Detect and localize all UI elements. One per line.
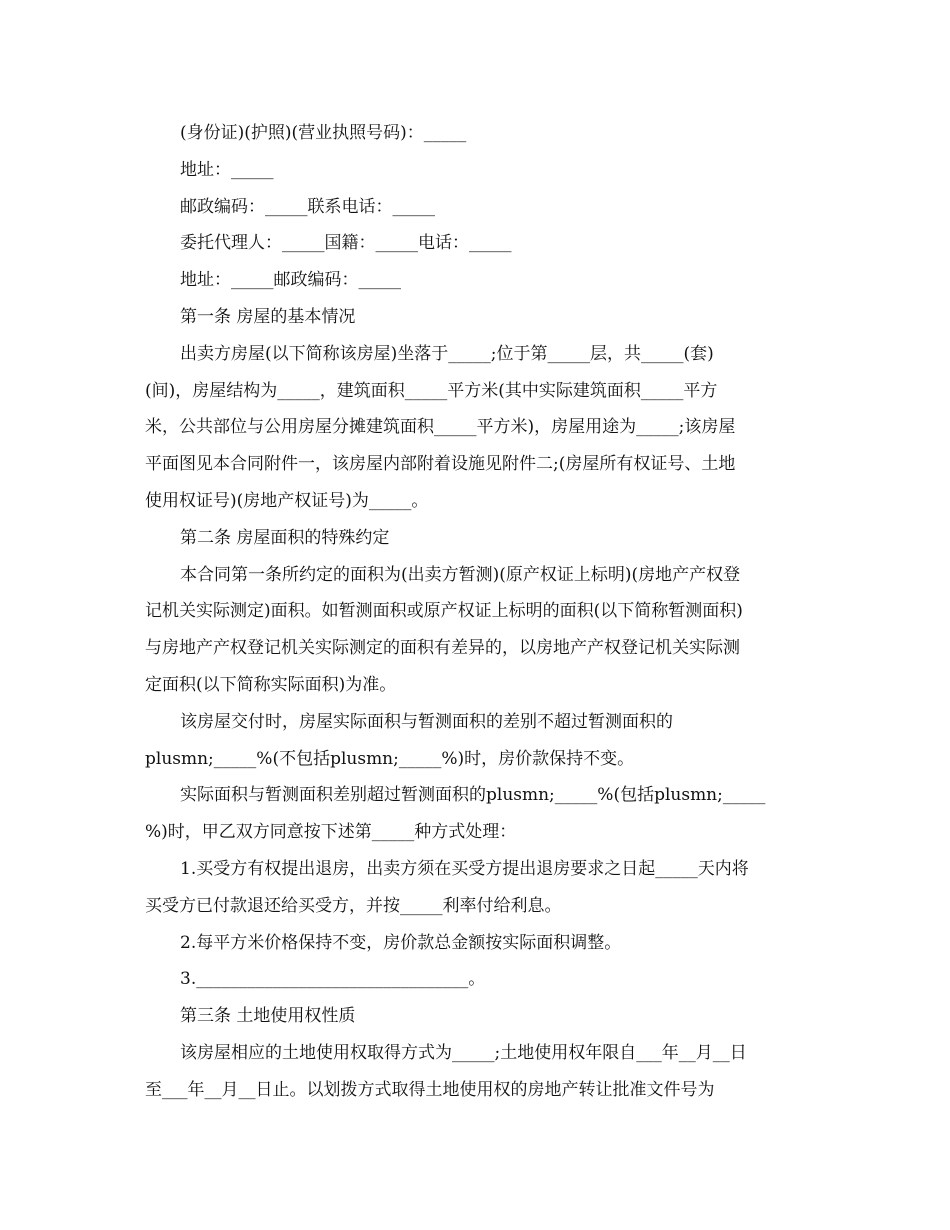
article-2-paragraph-line: 记机关实际测定)面积。如暂测面积或原产权证上标明的面积(以下简称暂测面积)	[145, 601, 743, 622]
agent-line: 委托代理人：_____国籍：_____电话：_____	[180, 233, 512, 254]
article-2-paragraph-line: 与房地产产权登记机关实际测定的面积有差异的，以房地产产权登记机关实际测	[145, 638, 740, 659]
tolerance-paragraph-line: plusmn;_____%(不包括plusmn;_____%)时，房价款保持不变。	[145, 748, 635, 769]
option-2-line: 2.每平方米价格保持不变，房价款总金额按实际面积调整。	[180, 932, 622, 953]
tolerance-paragraph-line: 该房屋交付时，房屋实际面积与暂测面积的差别不超过暂测面积的	[180, 711, 673, 732]
article-2-paragraph-line: 本合同第一条所约定的面积为(出卖方暂测)(原产权证上标明)(房地产产权登	[180, 564, 741, 585]
article-1-heading: 第一条 房屋的基本情况	[180, 306, 356, 327]
article-1-paragraph-line: 平面图见本合同附件一，该房屋内部附着设施见附件二;(房屋所有权证号、土地	[145, 454, 736, 475]
option-1-line: 买受方已付款退还给买受方，并按_____利率付给利息。	[145, 895, 562, 916]
option-1-line: 1.买受方有权提出退房，出卖方须在买受方提出退房要求之日起_____天内将	[180, 858, 749, 879]
address-line: 地址：_____	[180, 159, 274, 180]
article-3-paragraph-line: 该房屋相应的土地使用权取得方式为_____;土地使用权年限自___年__月__日	[180, 1042, 747, 1063]
excess-paragraph-line: %)时，甲乙双方同意按下述第_____种方式处理：	[145, 822, 517, 843]
document-body	[145, 115, 805, 1109]
article-2-heading: 第二条 房屋面积的特殊约定	[180, 527, 390, 548]
article-1-paragraph-line: (间)，房屋结构为_____，建筑面积_____平方米(其中实际建筑面积_____平方	[145, 380, 718, 401]
article-2-paragraph-line: 定面积(以下简称实际面积)为准。	[145, 674, 397, 695]
option-3-line: 3.________________________________。	[180, 969, 486, 990]
id-type-line: (身份证)(护照)(营业执照号码)：_____	[180, 123, 467, 143]
article-3-paragraph-line: 至___年__月__日止。以划拨方式取得土地使用权的房地产转让批准文件号为	[145, 1079, 715, 1100]
article-3-heading: 第三条 土地使用权性质	[180, 1006, 356, 1027]
article-1-paragraph-line: 出卖方房屋(以下简称该房屋)坐落于_____;位于第_____层，共_____(套)	[180, 343, 714, 364]
postal-phone-line: 邮政编码：_____联系电话：_____	[180, 196, 435, 217]
agent-address-line: 地址：_____邮政编码：_____	[180, 270, 401, 291]
article-1-paragraph-line: 米，公共部位与公用房屋分摊建筑面积_____平方米)，房屋用途为_____;该房屋	[145, 417, 736, 438]
excess-paragraph-line: 实际面积与暂测面积差别超过暂测面积的plusmn;_____%(包括plusmn;_____	[180, 785, 766, 806]
article-1-paragraph-line: 使用权证号)(房地产权证号)为_____。	[145, 490, 429, 511]
